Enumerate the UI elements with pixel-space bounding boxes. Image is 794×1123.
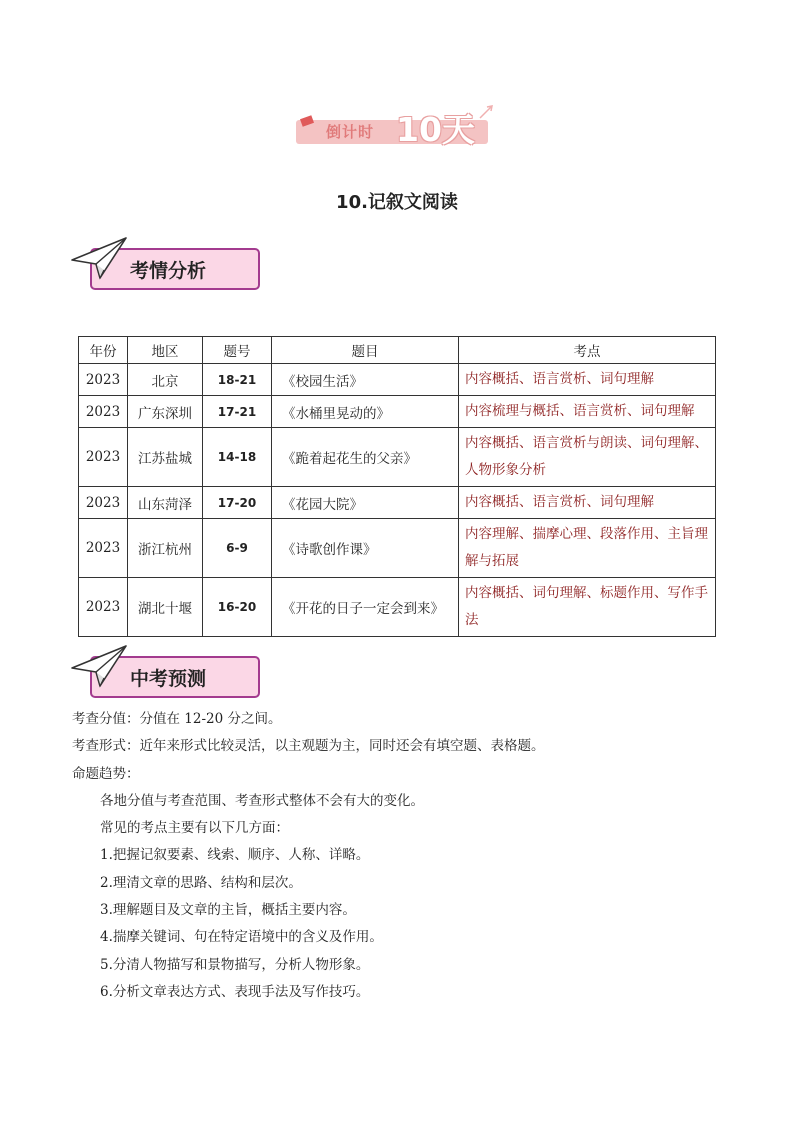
section-heading-analysis <box>70 240 260 296</box>
cell-points: 内容概括、语言赏析、词句理解 <box>459 364 716 396</box>
forecast-score: 考查分值：分值在 12-20 分之间。 <box>72 711 282 727</box>
cell-region: 广东深圳 <box>128 396 203 428</box>
cell-qnum: 14-18 <box>203 428 272 487</box>
cell-region: 江苏盐城 <box>128 428 203 487</box>
cell-year: 2023 <box>79 428 128 487</box>
countdown-label: 倒计时 <box>326 123 375 141</box>
cell-region: 北京 <box>128 364 203 396</box>
table-row <box>79 364 716 396</box>
exam-analysis-table <box>78 336 716 637</box>
forecast-trend-label: 命题趋势： <box>72 765 140 782</box>
cell-points: 内容概括、语言赏析、词句理解 <box>459 487 716 519</box>
header-points: 考点 <box>459 337 716 364</box>
table-row <box>79 519 716 578</box>
header-title: 题目 <box>272 337 459 364</box>
cell-points: 内容概括、词句理解、标题作用、写作手法 <box>459 578 716 637</box>
list-item: 2.理清文章的思路、结构和层次。 <box>100 874 302 891</box>
header-region: 地区 <box>128 337 203 364</box>
cell-year: 2023 <box>79 396 128 428</box>
header-qnum: 题号 <box>203 337 272 364</box>
cell-qnum: 16-20 <box>203 578 272 637</box>
list-item: 5.分清人物描写和景物描写，分析人物形象。 <box>100 956 370 973</box>
forecast-common: 常见的考点主要有以下几方面： <box>100 820 289 837</box>
cell-qnum: 17-20 <box>203 487 272 519</box>
forecast-body <box>72 706 722 1006</box>
cell-year: 2023 <box>79 364 128 396</box>
cell-points: 内容理解、揣摩心理、段落作用、主旨理解与拓展 <box>459 519 716 578</box>
list-item: 1.把握记叙要素、线索、顺序、人称、详略。 <box>100 847 370 864</box>
table-row <box>79 396 716 428</box>
cell-title: 《诗歌创作课》 <box>272 519 459 578</box>
countdown-days: 10天 <box>396 110 475 149</box>
header-year: 年份 <box>79 337 128 364</box>
list-item: 3.理解题目及文章的主旨，概括主要内容。 <box>100 902 356 919</box>
cell-region: 湖北十堰 <box>128 578 203 637</box>
paper-plane-icon <box>70 234 130 284</box>
table-row <box>79 578 716 637</box>
cell-year: 2023 <box>79 487 128 519</box>
list-item: 4.揣摩关键词、句在特定语境中的含义及作用。 <box>100 929 383 946</box>
cell-region: 山东菏泽 <box>128 487 203 519</box>
cell-qnum: 6-9 <box>203 519 272 578</box>
forecast-form: 考查形式：近年来形式比较灵活，以主观题为主，同时还会有填空题、表格题。 <box>72 738 545 755</box>
section-heading-label: 中考预测 <box>130 668 207 690</box>
cell-region: 浙江杭州 <box>128 519 203 578</box>
cell-title: 《开花的日子一定会到来》 <box>272 578 459 637</box>
cell-points: 内容梳理与概括、语言赏析、词句理解 <box>459 396 716 428</box>
flag-icon <box>300 114 314 128</box>
cell-title: 《花园大院》 <box>272 487 459 519</box>
table-row <box>79 487 716 519</box>
sparkle-icon <box>478 104 494 120</box>
cell-title: 《水桶里晃动的》 <box>272 396 459 428</box>
paper-plane-icon <box>70 642 130 692</box>
section-heading-label: 考情分析 <box>130 260 207 282</box>
countdown-banner <box>296 104 494 149</box>
forecast-trend: 各地分值与考查范围、考查形式整体不会有大的变化。 <box>100 792 424 809</box>
section-heading-forecast <box>70 648 260 704</box>
cell-title: 《校园生活》 <box>272 364 459 396</box>
cell-points: 内容概括、语言赏析与朗读、词句理解、人物形象分析 <box>459 428 716 487</box>
cell-title: 《跪着起花生的父亲》 <box>272 428 459 487</box>
table-row <box>79 428 716 487</box>
cell-year: 2023 <box>79 519 128 578</box>
document-title: 10.记叙文阅读 <box>336 192 458 213</box>
cell-qnum: 18-21 <box>203 364 272 396</box>
cell-qnum: 17-21 <box>203 396 272 428</box>
table-header-row <box>79 337 716 364</box>
list-item: 6.分析文章表达方式、表现手法及写作技巧。 <box>100 983 370 1000</box>
cell-year: 2023 <box>79 578 128 637</box>
